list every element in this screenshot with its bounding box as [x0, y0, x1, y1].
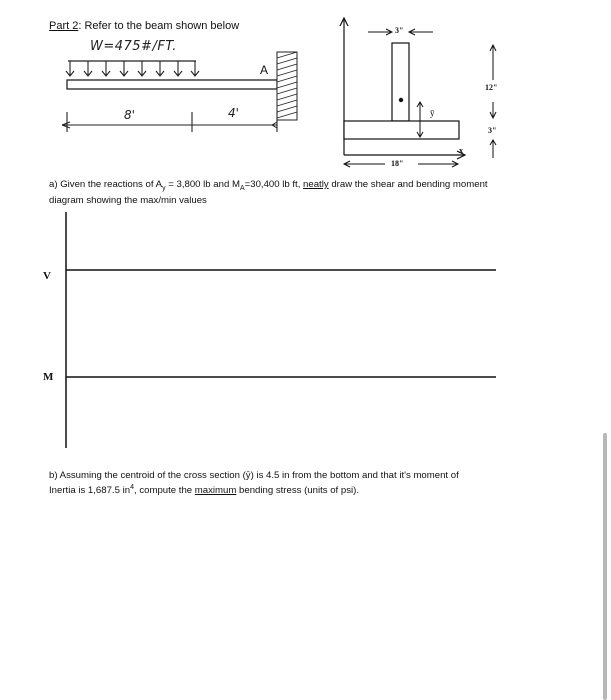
- dim-height-upper: 12": [485, 83, 498, 92]
- question-b: [49, 470, 589, 497]
- question-b-line2: Inertia is 1,687.5 $in^4$, compute the maximum bending stress (units of psi).: [49, 484, 360, 497]
- m-axis-label: M: [43, 371, 54, 383]
- centroid-label: ȳ: [430, 108, 435, 118]
- question-b-line1: b) Assuming the centroid of the cross section (ȳ) is 4.5 in from the bottom and that it's moment of: [49, 470, 459, 481]
- v-axis-label: V: [43, 270, 51, 282]
- dim-base-width: 18": [391, 159, 404, 168]
- dim-height-lower: 3": [488, 126, 497, 135]
- axis-x-label: x: [459, 146, 463, 155]
- neatly-emphasis: neatly: [303, 179, 329, 190]
- question-a-line2: diagram showing the max/min values: [49, 194, 207, 206]
- span-label-1: 8': [124, 108, 135, 122]
- span-label-2: 4': [228, 106, 239, 120]
- load-label: W=475#/FT.: [90, 39, 177, 54]
- scrollbar[interactable]: [603, 433, 607, 700]
- dim-top-width: 3": [395, 26, 404, 35]
- maximum-emphasis: maximum: [194, 485, 237, 497]
- part-title-text: : Refer to the beam shown below: [78, 20, 240, 32]
- part-number: Part 2: [49, 20, 79, 32]
- question-a-line1: a) Given the reactions of $A_y = 3,800$ lb and $M_A=30,400$ lb ft, neatly draw the shear and bending moment: [49, 179, 488, 192]
- support-label: A: [260, 63, 269, 77]
